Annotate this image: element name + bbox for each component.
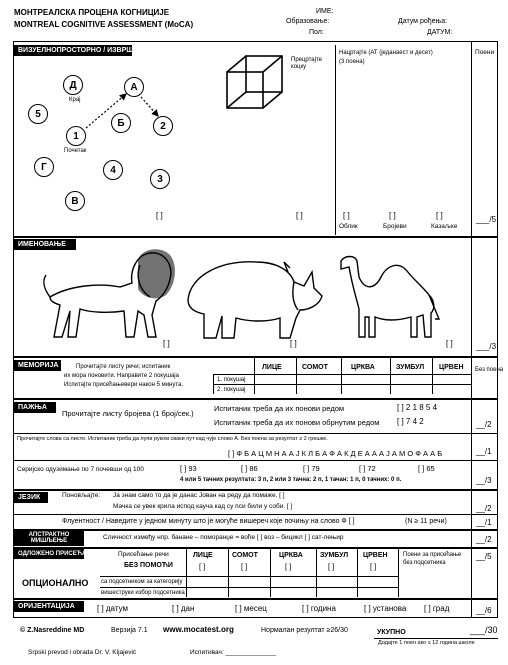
forward-span-label: Испитаник треба да их понови редом bbox=[214, 404, 345, 413]
divider-delayed-recall bbox=[13, 547, 498, 549]
trail-begin-label: Почетак bbox=[64, 148, 87, 154]
orientation-date[interactable]: [ ] датум bbox=[97, 604, 128, 613]
naming-rhino-checkbox[interactable]: [ ] bbox=[290, 339, 297, 348]
total-label: УКУПНО bbox=[377, 629, 406, 636]
serial7-65[interactable]: [ ] 65 bbox=[418, 464, 435, 473]
letters-score[interactable]: __/1 bbox=[476, 447, 492, 456]
divider-abstraction bbox=[13, 529, 498, 531]
repeat-score[interactable]: __/2 bbox=[476, 504, 492, 513]
rhino-icon bbox=[180, 252, 325, 344]
trail-checkbox[interactable]: [ ] bbox=[156, 211, 163, 220]
lion-icon bbox=[40, 245, 175, 345]
trail-end-label: Крај bbox=[69, 97, 81, 103]
clock-hands-label: Казаљке bbox=[431, 223, 458, 230]
recall-check-hyacinth[interactable]: [ ] bbox=[328, 562, 335, 571]
recall-word-red: ЦРВЕН bbox=[363, 552, 388, 559]
trail-node-3: 3 bbox=[150, 169, 170, 189]
repeat-sentence-1[interactable]: Ја знам само то да је данас Јован на реду да помаже. [ ] bbox=[113, 492, 285, 499]
camel-icon bbox=[335, 247, 445, 344]
trail-node-5: 5 bbox=[28, 104, 48, 124]
visuospatial-score[interactable]: ___/5 bbox=[476, 215, 497, 224]
recall-note: Поени за присећање без подсетника bbox=[403, 552, 462, 566]
clock-instruction: Нацртајте (АТ (једанаест и десет) bbox=[339, 50, 433, 56]
trail-node-4: 4 bbox=[103, 160, 123, 180]
memory-word-red: ЦРВЕН bbox=[439, 364, 464, 371]
points-column-divider bbox=[471, 41, 472, 618]
recall-prompt-1: Присећање речи bbox=[118, 551, 169, 558]
education-label: Образовање: bbox=[286, 18, 330, 25]
clock-numbers-checkbox[interactable]: [ ] bbox=[389, 211, 396, 220]
serial7-93[interactable]: [ ] 93 bbox=[180, 464, 197, 473]
points-header: Поени bbox=[475, 49, 495, 56]
fluency-criterion: (N ≥ 11 речи) bbox=[405, 518, 447, 525]
memory-word-face: ЛИЦЕ bbox=[262, 364, 282, 371]
serial7-79[interactable]: [ ] 79 bbox=[303, 464, 320, 473]
repeat-label: Поновљајте: bbox=[62, 492, 101, 499]
trail-node-b: Б bbox=[111, 113, 131, 133]
memory-instruction-2: их мора поновити. Направите 2 покушаја bbox=[64, 373, 179, 379]
copyright: © Z.Nasreddine MD bbox=[20, 627, 85, 634]
clock-points: (3 поена) bbox=[339, 59, 365, 65]
recall-word-face: ЛИЦЕ bbox=[193, 552, 213, 559]
clock-hands-checkbox[interactable]: [ ] bbox=[436, 211, 443, 220]
orientation-year[interactable]: [ ] година bbox=[302, 604, 336, 613]
divider-naming bbox=[13, 236, 498, 238]
name-label: ИМЕ: bbox=[316, 8, 334, 15]
recall-word-hyacinth: ЗУМБУЛ bbox=[320, 552, 349, 559]
recall-prompt-2: БЕЗ ПОМОЋИ bbox=[124, 562, 173, 569]
delayed-recall-section-title: ОДЛОЖЕНО ПРИСЕЋАЊЕ bbox=[14, 549, 84, 559]
recall-word-church: ЦРКВА bbox=[279, 552, 303, 559]
title-english: MONTREAL COGNITIVE ASSESSMENT (MoCA) bbox=[14, 20, 194, 29]
delayed-recall-score[interactable]: __/5 bbox=[476, 552, 492, 561]
memory-trial-1: 1. покушај bbox=[217, 377, 246, 383]
memory-section-title: МЕМОРИЈА bbox=[14, 360, 61, 371]
forward-span-digits[interactable]: [ ] 2 1 8 5 4 bbox=[397, 403, 438, 412]
naming-section-title: ИМЕНОВАЊЕ bbox=[14, 239, 76, 250]
recall-check-face[interactable]: [ ] bbox=[199, 562, 206, 571]
naming-lion-checkbox[interactable]: [ ] bbox=[163, 339, 170, 348]
trail-node-d: Д bbox=[63, 75, 83, 95]
trail-node-g: Г bbox=[34, 157, 54, 177]
cube-instruction: Прецртајте коцку bbox=[291, 57, 322, 71]
recall-word-velvet: СОМОТ bbox=[232, 552, 258, 559]
memory-word-church: ЦРКВА bbox=[351, 364, 375, 371]
translation-credit: Srpski prevod i obrada Dr. V. Kljajević bbox=[28, 649, 137, 656]
memory-instruction-3: Испитајте присећањевери након 5 минута. bbox=[64, 382, 184, 388]
digit-span-score[interactable]: __/2 bbox=[476, 420, 492, 429]
clock-numbers-label: Бројеви bbox=[383, 223, 407, 230]
fluency-score[interactable]: __/1 bbox=[476, 518, 492, 527]
digit-span-instruction: Прочитајте листу бројева (1 број/сек.) bbox=[62, 409, 194, 418]
version: Верзија 7.1 bbox=[111, 627, 148, 634]
abstraction-score[interactable]: __/2 bbox=[476, 535, 492, 544]
recall-check-velvet[interactable]: [ ] bbox=[241, 562, 248, 571]
education-bonus-note: Додајте 1 поен ако ≤ 12 година школе bbox=[378, 640, 475, 646]
title-serbian: МОНТРЕАЛСКА ПРОЦЕНА КОГНИЦИЈЕ bbox=[14, 8, 170, 17]
orientation-month[interactable]: [ ] месец bbox=[235, 604, 267, 613]
trail-node-1: 1 bbox=[66, 126, 86, 146]
letters-instruction: Прочитајте слова са листе. Испитаник треба да лупи руком сваки пут кад чује слово А. Без поена за резултат ≥ 2 грешке. bbox=[17, 436, 328, 442]
memory-word-velvet: СОМОТ bbox=[302, 364, 328, 371]
memory-instruction-1: Прочитајте листу речи; испитаник bbox=[76, 364, 171, 370]
serial7-score[interactable]: __/3 bbox=[476, 476, 492, 485]
abstraction-text[interactable]: Сличност између нпр. банане – поморанџе = воће [ ] воз – бицикл [ ] сат-лењир bbox=[103, 534, 344, 541]
multiple-choice-label: вишеструки избор подсетника bbox=[101, 590, 185, 596]
letters-sequence[interactable]: [ ] Ф Б А Ц М Н А А Ј К Л Б А Ф А К Д Е А А А Ј А М О Ф А А Б bbox=[228, 449, 443, 458]
memory-word-hyacinth: ЗУМБУЛ bbox=[396, 364, 425, 371]
clock-divider bbox=[335, 45, 336, 235]
serial7-72[interactable]: [ ] 72 bbox=[359, 464, 376, 473]
cube-drawing bbox=[224, 52, 286, 114]
memory-trial-2: 2. покушај bbox=[217, 387, 246, 393]
orientation-day[interactable]: [ ] дан bbox=[172, 604, 195, 613]
recall-check-red[interactable]: [ ] bbox=[370, 562, 377, 571]
recall-check-church[interactable]: [ ] bbox=[285, 562, 292, 571]
backward-span-digits[interactable]: [ ] 7 4 2 bbox=[397, 417, 424, 426]
orientation-place[interactable]: [ ] установа bbox=[364, 604, 407, 613]
naming-score[interactable]: ___/3 bbox=[476, 342, 497, 351]
trail-node-v: В bbox=[65, 191, 85, 211]
fluency-instruction[interactable]: Флуентност / Наведите у једном минуту што је могуће вишереч које почињу на слово Ф [ ] bbox=[62, 518, 355, 525]
attention-section-title: ПАЖЊА bbox=[14, 402, 56, 413]
memory-no-points: Без поена bbox=[475, 367, 504, 373]
serial7-scoring: 4 или 5 тачних резултата: 3 п, 2 или 3 тачна: 2 п, 1 тачан: 1 п, 0 тачних: 0 п. bbox=[180, 477, 402, 483]
cube-checkbox[interactable]: [ ] bbox=[296, 211, 303, 220]
orientation-city[interactable]: [ ] град bbox=[424, 604, 450, 613]
abstraction-section-title: АПСТРАКТНО МИШЉЕЊЕ bbox=[14, 530, 84, 546]
visuospatial-section-title: ВИЗУЕЛНОПРОСТОРНО / ИЗВРШНЕ bbox=[14, 45, 132, 56]
divider-orientation bbox=[13, 598, 498, 600]
backward-span-label: Испитаник треба да их понови обрнутим редом bbox=[214, 418, 380, 427]
website-link[interactable]: www.mocatest.org bbox=[163, 625, 234, 634]
serial7-instruction: Серијско одузимање по 7 почевши од 100 bbox=[17, 466, 144, 473]
category-cue-label: са подсетником за категорију bbox=[101, 579, 183, 585]
trail-node-2: 2 bbox=[153, 116, 173, 136]
clock-shape-checkbox[interactable]: [ ] bbox=[343, 211, 350, 220]
naming-camel-checkbox[interactable]: [ ] bbox=[446, 339, 453, 348]
orientation-score[interactable]: __/6 bbox=[476, 606, 492, 615]
serial7-86[interactable]: [ ] 86 bbox=[241, 464, 258, 473]
normal-score-note: Нормалан резултат ≥26/30 bbox=[261, 627, 348, 634]
date-label: ДАТУМ: bbox=[427, 29, 453, 36]
trail-node-a: А bbox=[124, 77, 144, 97]
orientation-section-title: ОРИЈЕНТАЦИЈА bbox=[14, 601, 84, 612]
examiner-field[interactable]: Испитивач: ______________ bbox=[190, 649, 277, 656]
divider-language bbox=[13, 489, 498, 491]
dob-label: Датум рођења: bbox=[398, 18, 448, 25]
repeat-sentence-2[interactable]: Мачка се увек крила испод кауча кад су пси били у соби. [ ] bbox=[113, 503, 293, 510]
language-section-title: ЈЕЗИК bbox=[14, 492, 48, 503]
sex-label: Пол: bbox=[309, 29, 324, 36]
optional-label: ОПЦИОНАЛНО bbox=[22, 578, 89, 588]
total-score[interactable]: ___/30 bbox=[470, 625, 498, 635]
clock-shape-label: Облик bbox=[339, 223, 358, 230]
divider-attention bbox=[13, 398, 498, 400]
divider-memory bbox=[13, 356, 498, 358]
